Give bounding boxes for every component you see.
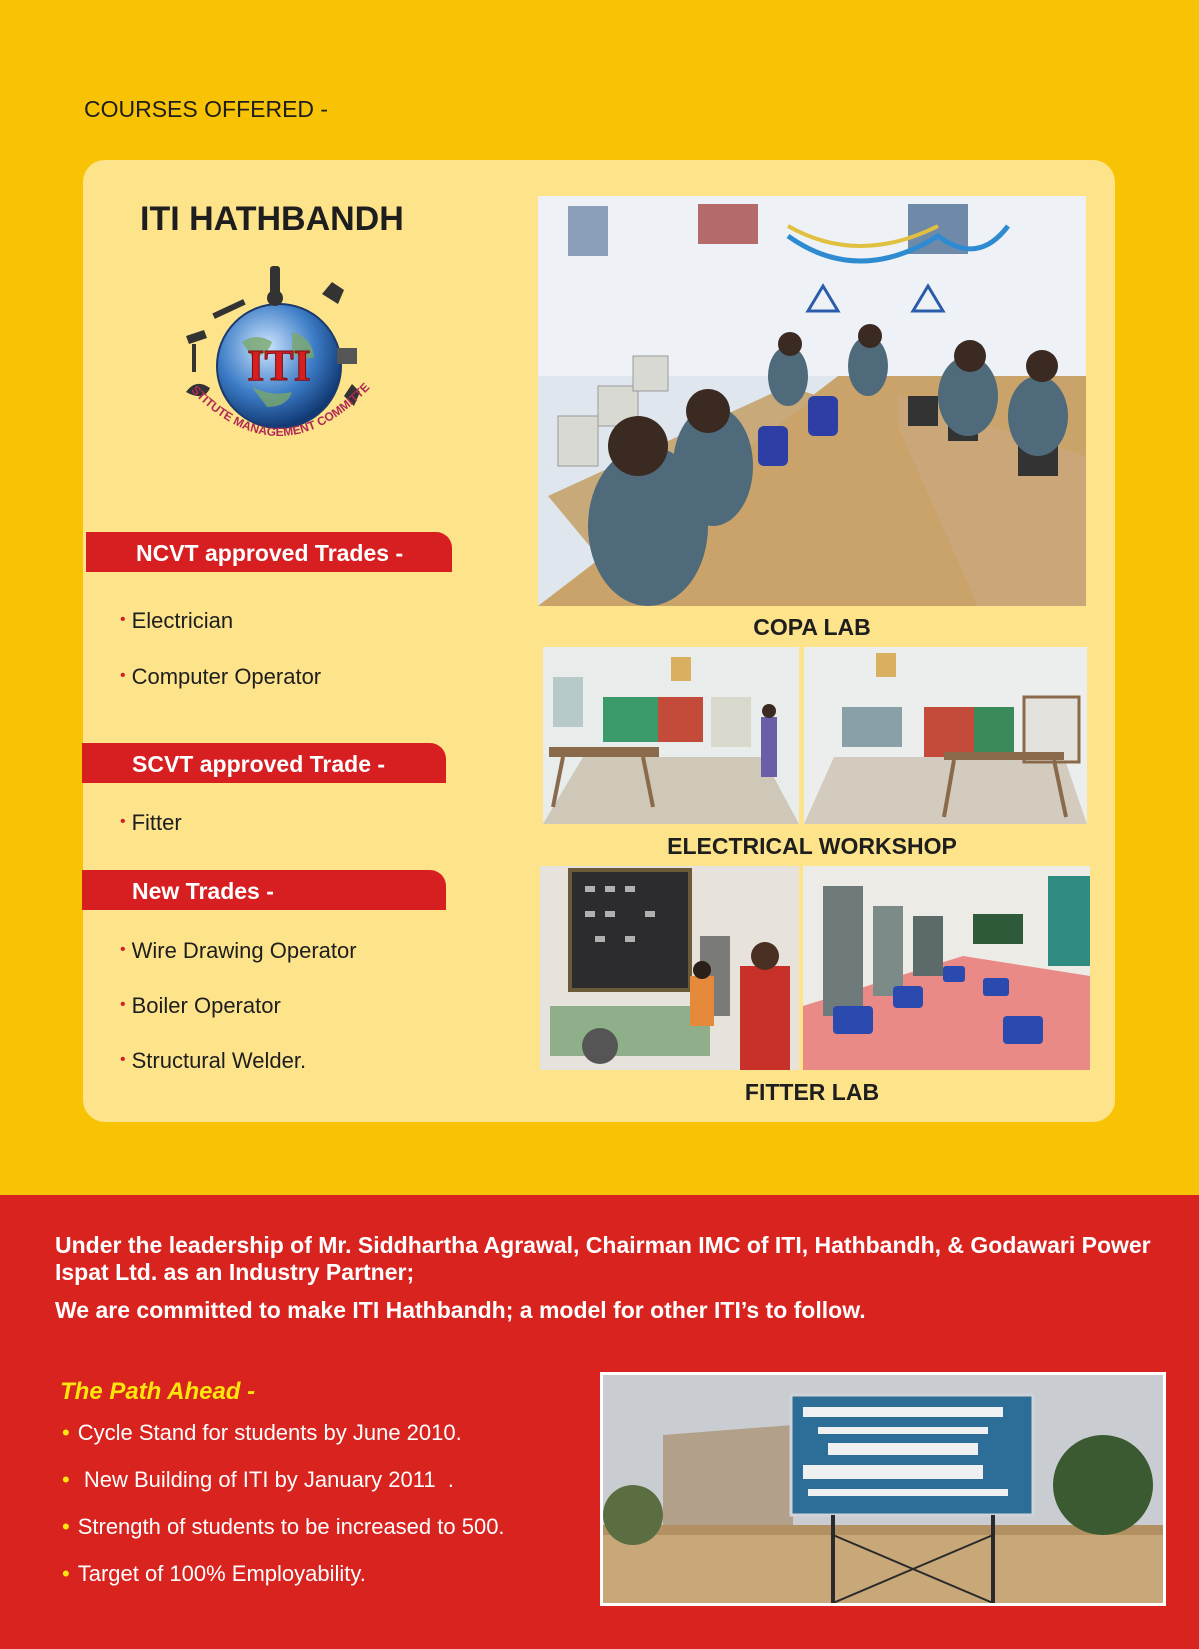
commitment-statement: We are committed to make ITI Hathbandh; a model for other ITI’s to follow. [55,1297,866,1323]
bullet-icon: • [62,1561,70,1586]
bullet-icon: • [62,1514,70,1539]
path-item: • Strength of students to be increased to 500. [62,1514,505,1539]
logo-ring-text: STITUTE MANAGEMENT COMMITTE [188,380,373,440]
bullet-icon: • [120,667,126,684]
bullet-icon: • [120,1051,126,1068]
scvt-trades-label: SCVT approved Trade - [82,743,446,783]
trade-item: • Boiler Operator [120,993,281,1018]
fitter-lab-caption: FITTER LAB [744,1079,880,1105]
iti-signboard-photo [600,1372,1166,1606]
page-heading: COURSES OFFERED - [84,96,329,122]
bullet-icon: • [62,1420,70,1445]
copa-lab-photo [538,196,1086,606]
bullet-icon: • [62,1467,70,1492]
trade-item: • Fitter [120,810,182,835]
fitter-lab-photo-right [803,866,1090,1070]
electrical-workshop-caption: ELECTRICAL WORKSHOP [667,833,957,859]
leadership-statement: Under the leadership of Mr. Siddhartha Agrawal, Chairman IMC of ITI, Hathbandh, & Godawari Power Ispat Ltd. as an Industry Partner; [55,1232,1151,1285]
electrical-workshop-photo-right [804,647,1087,824]
trade-item: • Computer Operator [120,664,322,689]
trade-item: • Structural Welder. [120,1048,307,1073]
bullet-icon: • [120,813,126,830]
path-item: • New Building of ITI by January 2011 . [62,1467,454,1492]
trade-item: • Electrician [120,608,234,633]
trade-item: • Wire Drawing Operator [120,938,357,963]
institute-name: ITI HATHBANDH [140,200,404,238]
ncvt-trades-label: NCVT approved Trades - [86,532,452,572]
bullet-icon: • [120,611,126,628]
bullet-icon: • [120,996,126,1013]
path-item: • Cycle Stand for students by June 2010. [62,1420,462,1445]
path-ahead-title: The Path Ahead - [60,1378,256,1405]
fitter-lab-photo-left [540,866,799,1070]
institute-logo [172,262,386,474]
bullet-icon: • [120,941,126,958]
path-item: • Target of 100% Employability. [62,1561,366,1586]
electrical-workshop-photo-left [543,647,799,824]
new-trades-label: New Trades - [82,870,446,910]
copa-lab-caption: COPA LAB [753,614,871,640]
logo-letters: ITI [247,341,311,390]
